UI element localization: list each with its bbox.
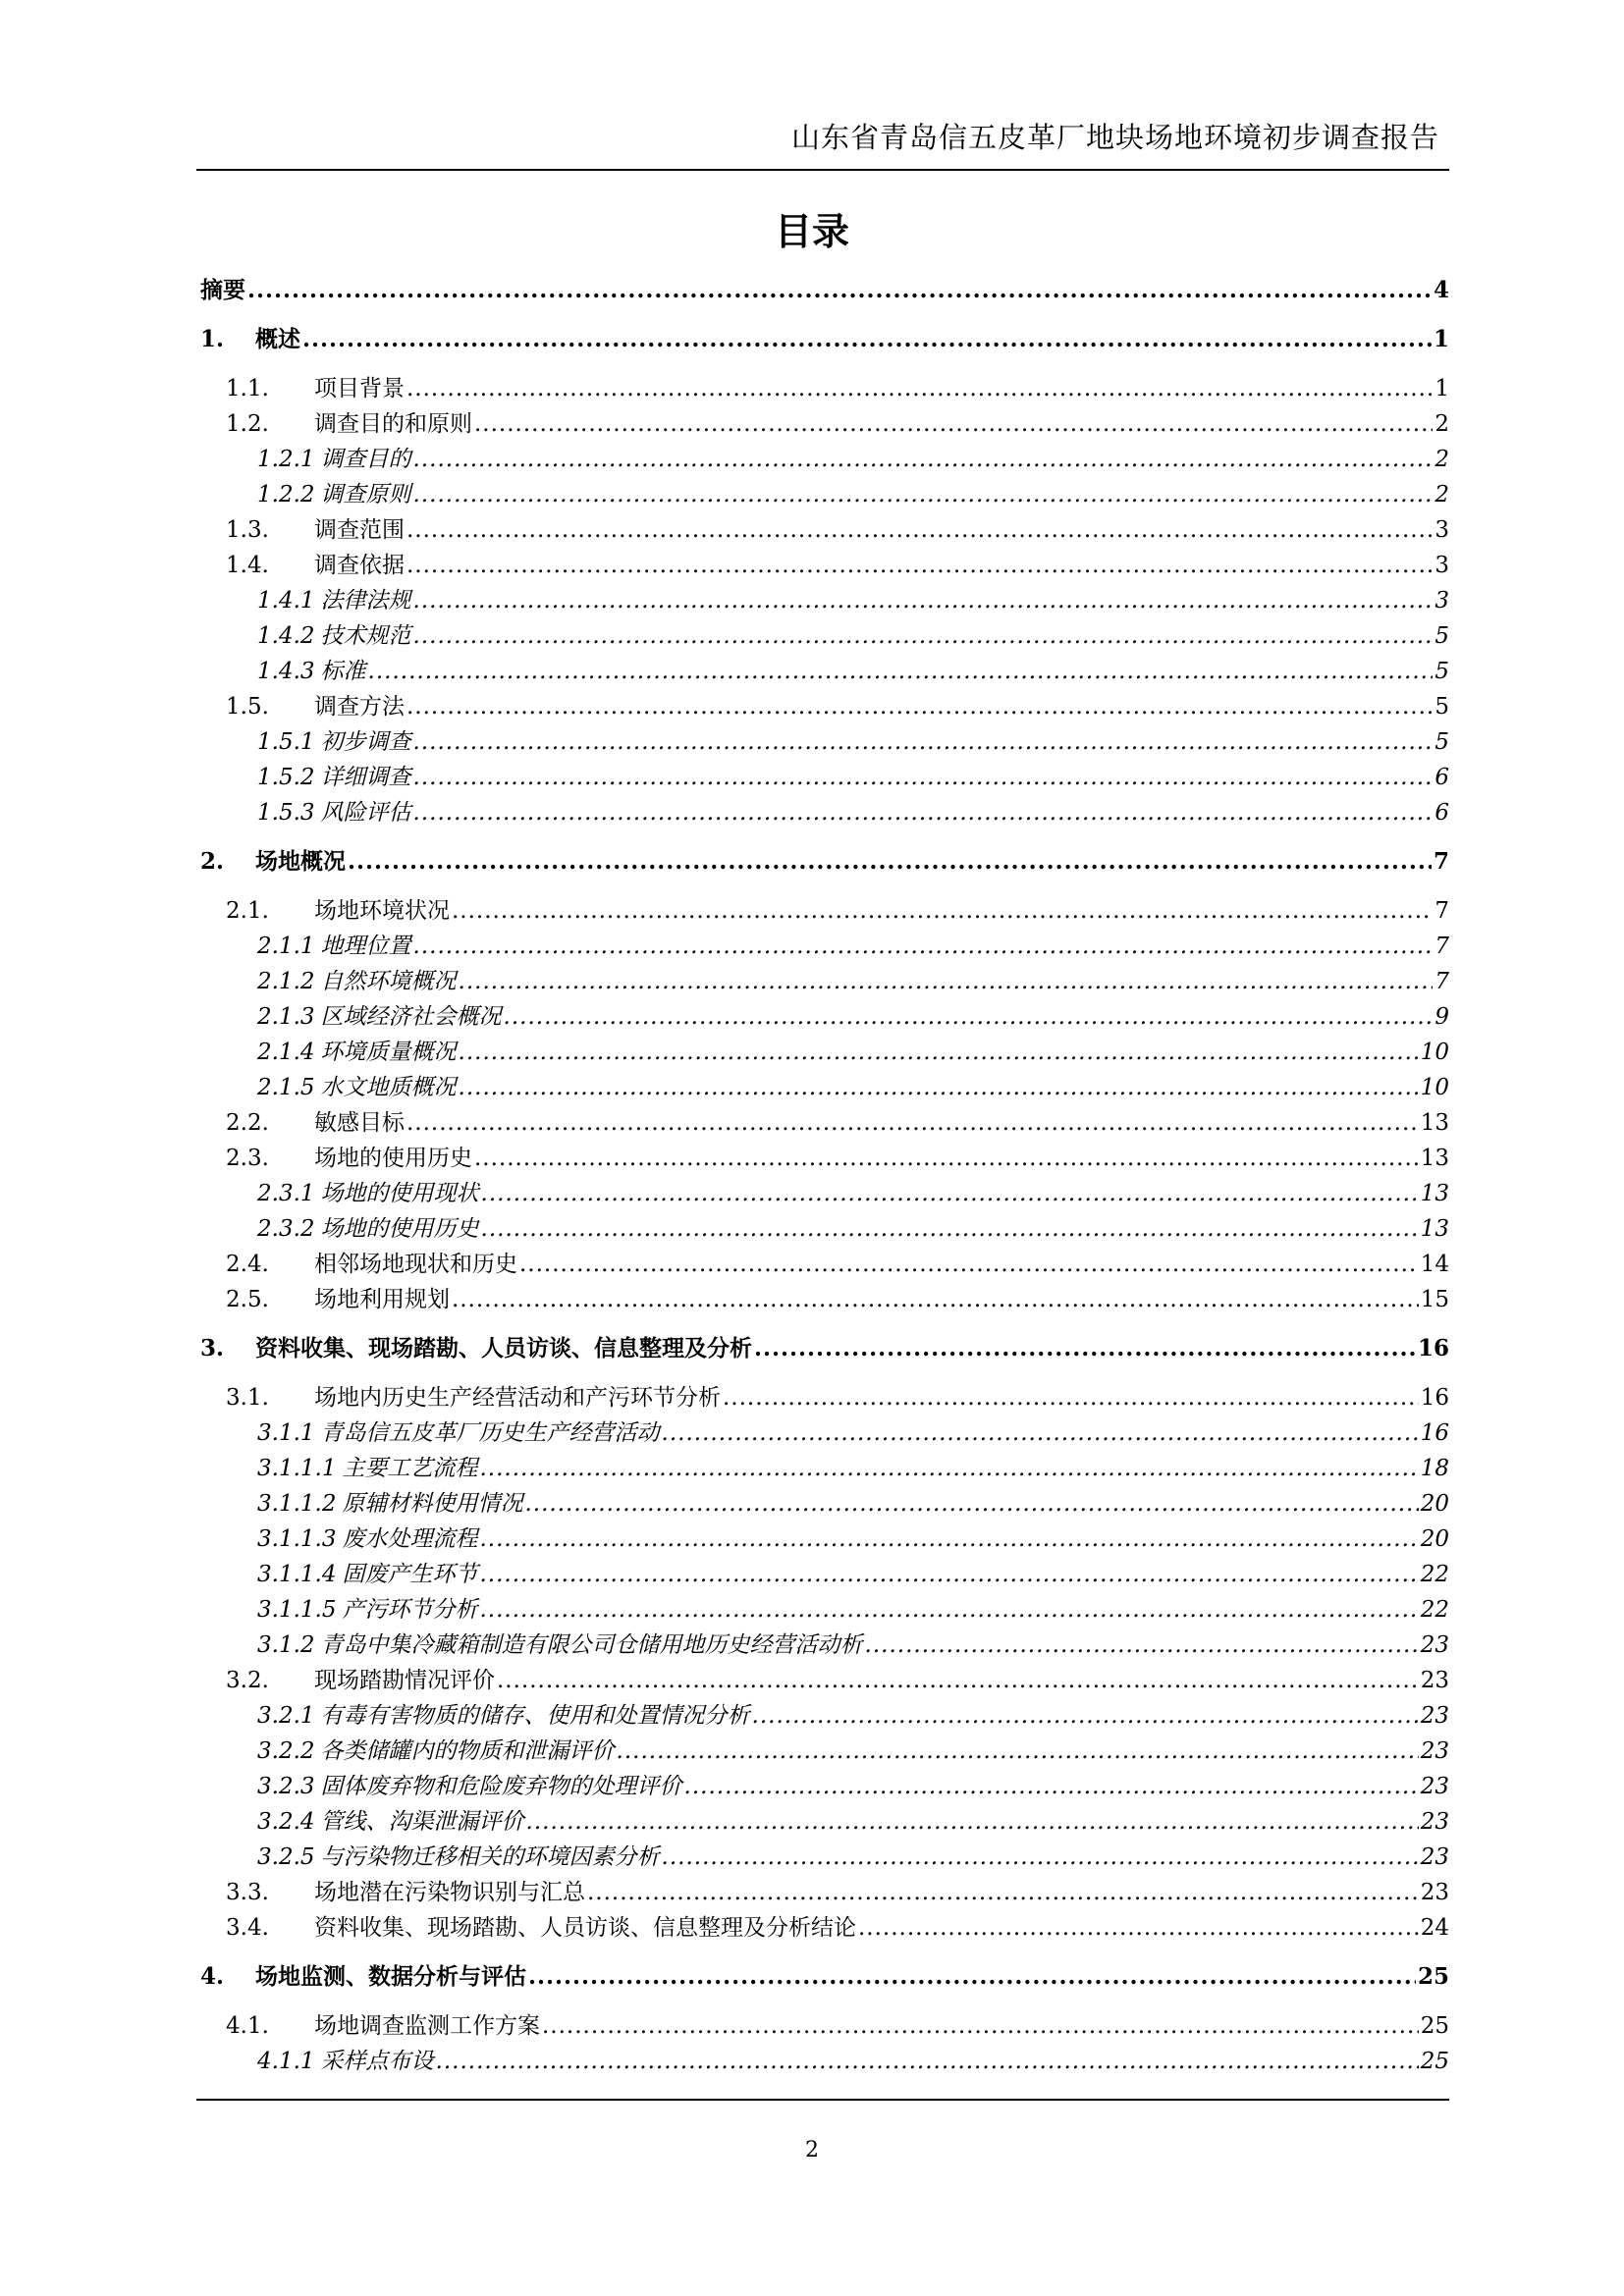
toc-entry-label: 风险评估	[320, 800, 411, 826]
toc-leader-dots	[302, 322, 1432, 357]
toc-leader-dots	[413, 618, 1434, 654]
toc-entry-page: 25	[1417, 1963, 1449, 1990]
toc-entry-label: 敏感目标	[314, 1110, 405, 1136]
toc-entry-number: 1.2.2	[257, 482, 315, 507]
toc-entry[interactable]	[196, 1959, 1449, 1995]
toc-entry[interactable]	[196, 1592, 1449, 1628]
toc-entry-number: 1.5.3	[257, 800, 315, 826]
toc-entry-page: 7	[1435, 934, 1449, 959]
toc-leader-dots	[479, 1592, 1418, 1628]
toc-entry-label: 自然环境概况	[320, 969, 457, 994]
toc-entry-number: 1.4.1	[257, 588, 315, 614]
toc-entry-label: 场地概况	[255, 848, 346, 875]
toc-entry-number: 3.2.1	[257, 1703, 315, 1729]
toc-entry[interactable]	[196, 929, 1449, 964]
toc-entry-page: 5	[1435, 623, 1449, 649]
toc-leader-dots	[481, 1211, 1419, 1247]
toc-entry-number: 3.1.1.1	[257, 1456, 337, 1481]
toc-entry[interactable]	[196, 760, 1449, 795]
toc-entry[interactable]	[196, 1451, 1449, 1486]
toc-entry-number: 2.2.	[226, 1110, 269, 1136]
toc-leader-dots	[524, 1486, 1418, 1522]
toc-entry-page: 5	[1435, 729, 1449, 755]
toc-leader-dots	[754, 1331, 1416, 1366]
toc-leader-dots	[459, 1070, 1419, 1105]
toc-leader-dots	[479, 1451, 1418, 1486]
toc-entry-label: 地理位置	[320, 934, 411, 959]
toc-entry[interactable]	[196, 1176, 1449, 1211]
toc-entry-page: 16	[1420, 1420, 1449, 1446]
toc-entry-number: 1.5.	[226, 694, 269, 720]
toc-entry-label: 与污染物迁移相关的环境因素分析	[320, 1844, 660, 1870]
toc-entry[interactable]	[196, 273, 1449, 308]
toc-entry[interactable]	[196, 512, 1449, 548]
toc-entry-number: 2.3.1	[257, 1181, 315, 1206]
toc-entry-number: 3.1.2	[257, 1632, 315, 1658]
toc-entry-page: 13	[1420, 1181, 1449, 1206]
toc-entry-number: 2.1.1	[257, 934, 315, 959]
toc-entry-number: 1.5.1	[257, 729, 315, 755]
toc-leader-dots	[413, 583, 1434, 618]
toc-entry-number: 3.3.	[226, 1880, 269, 1905]
toc-entry-label: 场地的使用历史	[314, 1146, 472, 1171]
toc-entry-label: 调查范围	[314, 517, 405, 543]
toc-leader-dots	[504, 999, 1434, 1035]
toc-entry-label: 青岛中集冷藏箱制造有限公司仓储用地历史经营活动析	[320, 1632, 863, 1658]
toc-entry-label: 初步调查	[320, 729, 411, 755]
toc-entry[interactable]	[196, 654, 1449, 689]
toc-entry-label: 项目背景	[314, 376, 405, 401]
toc-entry-page: 1	[1435, 376, 1449, 401]
toc-leader-dots	[587, 1875, 1419, 1910]
toc-entry-number: 3.1.1	[257, 1420, 315, 1446]
toc-entry-page: 6	[1435, 800, 1449, 826]
toc-entry-number: 3.2.4	[257, 1809, 315, 1835]
running-header: 山东省青岛信五皮革厂地块场地环境初步调查报告	[790, 121, 1439, 154]
toc-entry-label: 废水处理流程	[342, 1526, 478, 1552]
toc-entry-page: 14	[1420, 1252, 1449, 1277]
toc-entry[interactable]	[196, 1211, 1449, 1247]
toc-entry-number: 3.2.2	[257, 1738, 315, 1764]
toc-entry-number: 2.1.5	[257, 1075, 315, 1100]
toc-entry-label: 场地调查监测工作方案	[314, 2013, 540, 2039]
toc-entry-number: 2.3.2	[257, 1216, 315, 1242]
toc-entry-page: 23	[1420, 1703, 1449, 1729]
toc-entry-label: 调查目的	[320, 447, 411, 472]
toc-leader-dots	[452, 1282, 1419, 1317]
toc-leader-dots	[406, 371, 1433, 406]
toc-entry-page: 16	[1420, 1385, 1449, 1411]
toc-entry[interactable]	[196, 1804, 1449, 1840]
toc-leader-dots	[723, 1380, 1419, 1415]
toc-entry-label: 采样点布设	[320, 2049, 434, 2074]
toc-entry-page: 24	[1420, 1915, 1449, 1941]
toc-entry-number: 2.1.4	[257, 1040, 315, 1065]
toc-leader-dots	[459, 964, 1434, 999]
toc-entry[interactable]	[196, 795, 1449, 830]
toc-leader-dots	[348, 844, 1432, 880]
toc-entry[interactable]	[196, 1035, 1449, 1070]
toc-entry-label: 摘要	[200, 277, 245, 303]
toc-entry[interactable]	[196, 964, 1449, 999]
toc-entry-page: 7	[1435, 969, 1449, 994]
toc-entry[interactable]	[196, 1663, 1449, 1698]
toc-entry[interactable]	[196, 1840, 1449, 1875]
toc-entry[interactable]	[196, 689, 1449, 724]
toc-entry-page: 23	[1420, 1632, 1449, 1658]
toc-entry-page: 23	[1420, 1738, 1449, 1764]
toc-entry-label: 有毒有害物质的储存、使用和处置情况分析	[320, 1703, 750, 1729]
toc-entry-label: 青岛信五皮革厂历史生产经营活动	[320, 1420, 660, 1446]
toc-entry-number: 4.	[200, 1963, 225, 1990]
toc-leader-dots	[662, 1415, 1419, 1451]
toc-entry-label: 场地内历史生产经营活动和产污环节分析	[314, 1385, 721, 1411]
toc-entry-page: 23	[1420, 1774, 1449, 1799]
toc-entry-number: 1.2.	[226, 411, 269, 437]
table-of-contents	[196, 273, 1449, 2079]
toc-leader-dots	[474, 1141, 1419, 1176]
toc-entry-number: 1.4.2	[257, 623, 315, 649]
toc-entry-number: 1.	[200, 326, 225, 352]
toc-entry-number: 3.2.3	[257, 1774, 315, 1799]
toc-entry[interactable]	[196, 548, 1449, 583]
toc-entry-page: 9	[1435, 1004, 1449, 1030]
toc-entry-page: 25	[1420, 2049, 1449, 2074]
toc-entry-number: 4.1.	[226, 2013, 269, 2039]
toc-entry-page: 2	[1435, 482, 1449, 507]
toc-leader-dots	[617, 1734, 1419, 1769]
toc-entry-page: 10	[1420, 1040, 1449, 1065]
toc-leader-dots	[474, 406, 1433, 442]
toc-entry-page: 2	[1435, 411, 1449, 437]
toc-entry[interactable]	[196, 1141, 1449, 1176]
toc-leader-dots	[519, 1247, 1419, 1282]
toc-entry-page: 23	[1420, 1809, 1449, 1835]
toc-entry[interactable]	[196, 477, 1449, 512]
toc-leader-dots	[479, 1557, 1418, 1592]
toc-entry-page: 23	[1420, 1880, 1449, 1905]
toc-entry-page: 2	[1435, 447, 1449, 472]
toc-entry[interactable]	[196, 1769, 1449, 1804]
toc-entry-page: 23	[1420, 1844, 1449, 1870]
toc-entry-number: 2.1.3	[257, 1004, 315, 1030]
toc-entry-label: 产污环节分析	[342, 1597, 478, 1623]
toc-leader-dots	[528, 1959, 1416, 1995]
toc-leader-dots	[479, 1522, 1418, 1557]
toc-entry[interactable]	[196, 1486, 1449, 1522]
toc-entry-page: 23	[1420, 1668, 1449, 1693]
footer-rule	[196, 2099, 1449, 2101]
toc-entry-number: 3.4.	[226, 1915, 269, 1941]
toc-entry[interactable]	[196, 1070, 1449, 1105]
toc-entry-page: 22	[1420, 1597, 1449, 1623]
toc-entry-number: 1.1.	[226, 376, 269, 401]
toc-entry-label: 原辅材料使用情况	[342, 1491, 523, 1517]
toc-entry[interactable]	[196, 583, 1449, 618]
toc-entry-page: 5	[1435, 659, 1449, 684]
toc-entry-number: 1.5.2	[257, 765, 315, 790]
toc-entry[interactable]	[196, 1910, 1449, 1946]
toc-entry-page: 4	[1433, 277, 1449, 303]
toc-entry-number: 3.1.1.4	[257, 1562, 337, 1587]
toc-entry-page: 13	[1420, 1216, 1449, 1242]
toc-entry-page: 13	[1420, 1110, 1449, 1136]
toc-leader-dots	[413, 795, 1434, 830]
toc-leader-dots	[452, 893, 1433, 929]
toc-entry-page: 20	[1420, 1491, 1449, 1517]
toc-entry-label: 水文地质概况	[320, 1075, 457, 1100]
toc-entry[interactable]	[196, 442, 1449, 477]
toc-leader-dots	[413, 929, 1434, 964]
toc-entry-label: 管线、沟渠泄漏评价	[320, 1809, 524, 1835]
toc-entry-number: 1.4.3	[257, 659, 315, 684]
toc-leader-dots	[662, 1840, 1419, 1875]
toc-entry-number: 3.2.	[226, 1668, 269, 1693]
toc-entry-label: 资料收集、现场踏勘、人员访谈、信息整理及分析	[255, 1335, 752, 1362]
toc-entry[interactable]	[196, 2008, 1449, 2044]
toc-leader-dots	[368, 654, 1434, 689]
toc-entry-label: 场地的使用历史	[320, 1216, 479, 1242]
toc-entry-number: 2.4.	[226, 1252, 269, 1277]
toc-leader-dots	[247, 273, 1432, 308]
toc-entry-page: 15	[1420, 1287, 1449, 1312]
page-number: 2	[805, 2138, 819, 2163]
toc-entry-label: 固废产生环节	[342, 1562, 478, 1587]
toc-entry-page: 18	[1420, 1456, 1449, 1481]
toc-title: 目录	[774, 209, 849, 253]
toc-entry-number: 3.	[200, 1335, 225, 1362]
toc-entry-label: 法律法规	[320, 588, 411, 614]
toc-entry-label: 相邻场地现状和历史	[314, 1252, 517, 1277]
toc-entry-number: 2.1.2	[257, 969, 315, 994]
toc-entry-number: 4.1.1	[257, 2049, 315, 2074]
toc-entry-page: 22	[1420, 1562, 1449, 1587]
toc-leader-dots	[406, 512, 1433, 548]
toc-leader-dots	[413, 477, 1434, 512]
toc-entry-page: 3	[1435, 517, 1449, 543]
toc-entry-page: 10	[1420, 1075, 1449, 1100]
toc-leader-dots	[526, 1804, 1419, 1840]
toc-entry-label: 固体废弃物和危险废弃物的处理评价	[320, 1774, 682, 1799]
toc-entry-page: 7	[1433, 848, 1449, 875]
toc-entry-label: 主要工艺流程	[342, 1456, 478, 1481]
toc-entry-label: 详细调查	[320, 765, 411, 790]
toc-entry[interactable]	[196, 1734, 1449, 1769]
toc-entry[interactable]	[196, 1282, 1449, 1317]
toc-entry[interactable]	[196, 1522, 1449, 1557]
toc-entry-label: 环境质量概况	[320, 1040, 457, 1065]
toc-leader-dots	[413, 442, 1434, 477]
toc-entry[interactable]	[196, 322, 1449, 357]
toc-entry[interactable]	[196, 371, 1449, 406]
toc-entry-label: 场地环境状况	[314, 898, 450, 924]
toc-entry-label: 调查目的和原则	[314, 411, 472, 437]
toc-entry[interactable]	[196, 1557, 1449, 1592]
toc-entry-page: 20	[1420, 1526, 1449, 1552]
toc-entry[interactable]	[196, 1415, 1449, 1451]
toc-entry-page: 6	[1435, 765, 1449, 790]
toc-leader-dots	[858, 1910, 1419, 1946]
toc-leader-dots	[406, 548, 1433, 583]
toc-leader-dots	[481, 1176, 1419, 1211]
toc-entry-label: 现场踏勘情况评价	[314, 1668, 495, 1693]
toc-entry-label: 场地的使用现状	[320, 1181, 479, 1206]
toc-leader-dots	[413, 760, 1434, 795]
toc-entry[interactable]	[196, 2044, 1449, 2079]
toc-entry-page: 25	[1420, 2013, 1449, 2039]
toc-entry-label: 场地潜在污染物识别与汇总	[314, 1880, 585, 1905]
toc-leader-dots	[684, 1769, 1419, 1804]
toc-entry-label: 场地利用规划	[314, 1287, 450, 1312]
toc-entry-page: 16	[1417, 1335, 1449, 1362]
toc-entry-page: 3	[1435, 553, 1449, 578]
toc-entry-number: 1.3.	[226, 517, 269, 543]
toc-leader-dots	[406, 689, 1433, 724]
toc-entry-number: 2.1.	[226, 898, 269, 924]
toc-entry-page: 5	[1435, 694, 1449, 720]
toc-leader-dots	[413, 724, 1434, 760]
toc-entry[interactable]	[196, 893, 1449, 929]
toc-entry-page: 3	[1435, 588, 1449, 614]
toc-entry-number: 1.2.1	[257, 447, 315, 472]
toc-entry-label: 概述	[255, 326, 300, 352]
toc-entry[interactable]	[196, 999, 1449, 1035]
header-rule	[196, 169, 1449, 171]
toc-entry-label: 资料收集、现场踏勘、人员访谈、信息整理及分析结论	[314, 1915, 856, 1941]
toc-entry-label: 场地监测、数据分析与评估	[255, 1963, 526, 1990]
toc-entry[interactable]	[196, 1698, 1449, 1734]
toc-entry[interactable]	[196, 1105, 1449, 1141]
toc-entry-label: 技术规范	[320, 623, 411, 649]
toc-entry-page: 1	[1433, 326, 1449, 352]
toc-leader-dots	[752, 1698, 1419, 1734]
toc-entry-page: 13	[1420, 1146, 1449, 1171]
toc-leader-dots	[436, 2044, 1419, 2079]
toc-entry-number: 3.1.1.2	[257, 1491, 337, 1517]
toc-entry-label: 标准	[320, 659, 366, 684]
toc-entry[interactable]	[196, 1331, 1449, 1366]
toc-leader-dots	[497, 1663, 1419, 1698]
toc-entry[interactable]	[196, 1247, 1449, 1282]
toc-entry-page: 7	[1435, 898, 1449, 924]
toc-entry-number: 3.1.1.5	[257, 1597, 337, 1623]
toc-entry-label: 各类储罐内的物质和泄漏评价	[320, 1738, 615, 1764]
toc-entry-number: 3.1.	[226, 1385, 269, 1411]
toc-leader-dots	[406, 1105, 1419, 1141]
toc-entry-number: 1.4.	[226, 553, 269, 578]
toc-entry-number: 3.2.5	[257, 1844, 315, 1870]
toc-leader-dots	[542, 2008, 1419, 2044]
toc-entry-label: 调查方法	[314, 694, 405, 720]
toc-entry-number: 2.5.	[226, 1287, 269, 1312]
toc-entry-number: 2.3.	[226, 1146, 269, 1171]
toc-entry[interactable]	[196, 1628, 1449, 1663]
toc-leader-dots	[459, 1035, 1419, 1070]
toc-entry[interactable]	[196, 618, 1449, 654]
toc-entry[interactable]	[196, 1875, 1449, 1910]
toc-entry[interactable]	[196, 406, 1449, 442]
toc-entry-label: 调查依据	[314, 553, 405, 578]
toc-entry-number: 2.	[200, 848, 225, 875]
toc-entry[interactable]	[196, 1380, 1449, 1415]
toc-leader-dots	[865, 1628, 1419, 1663]
toc-entry-label: 区域经济社会概况	[320, 1004, 502, 1030]
toc-entry[interactable]	[196, 724, 1449, 760]
toc-entry-number: 3.1.1.3	[257, 1526, 337, 1552]
toc-entry-label: 调查原则	[320, 482, 411, 507]
toc-entry[interactable]	[196, 844, 1449, 880]
